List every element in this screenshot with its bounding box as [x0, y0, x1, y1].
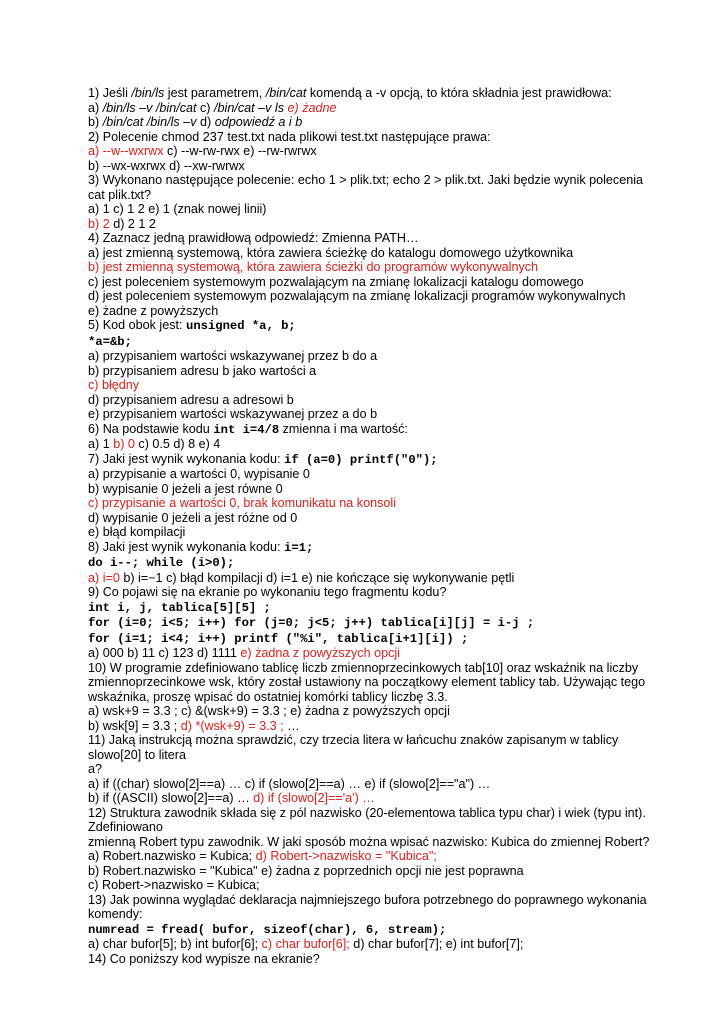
answer-highlight: e) żadna z powyższych opcji: [240, 646, 400, 660]
text-segment: 2) Polecenie chmod 237 test.txt nada plikowi test.txt następujące prawa:: [88, 129, 491, 144]
code-snippet: int i=4/8: [213, 422, 280, 437]
text-segment: zmienną Robert typu zawodnik. W jaki sposób można wpisać nazwisko: Kubica do zmiennej Robert?: [88, 834, 650, 849]
text-segment: 9) Co pojawi się na ekranie po wykonaniu tego fragmentu kodu?: [88, 585, 447, 599]
text-line: [88, 467, 648, 482]
text-segment: 13) Jak powinna wyglądać deklaracja najmniejszego bufora potrzebnego do poprawnego wykonania komendy:: [88, 892, 647, 921]
text-segment: a) 000 b) 11 c) 123 d) 1111: [88, 646, 241, 660]
text-line: [88, 733, 648, 762]
code-snippet: unsigned *a, b;: [186, 319, 296, 333]
text-line: [88, 806, 648, 835]
text-segment: 5) Kod obok jest:: [88, 318, 187, 332]
text-segment: odpowiedź a i b: [214, 115, 303, 129]
text-segment: a): [88, 100, 103, 115]
text-line: [88, 422, 648, 438]
code-snippet: if (a=0) printf("0");: [284, 452, 438, 467]
text-segment: /bin/cat /bin/ls –v: [102, 115, 197, 129]
text-line: [88, 482, 648, 497]
text-line: [88, 555, 648, 571]
text-segment: jest parametrem,: [164, 86, 266, 100]
answer-highlight: b) jest zmienną systemową, która zawiera ścieżki do programów wykonywalnych: [88, 260, 539, 274]
text-line: [88, 777, 648, 792]
text-segment: a) 1: [88, 437, 114, 451]
text-segment: a) char bufor[5]; b) int bufor[6];: [88, 937, 262, 951]
text-line: [88, 318, 648, 334]
text-line: [88, 762, 648, 777]
answer-highlight: d) *(wsk+9) = 3.3 ;: [180, 718, 284, 733]
code-snippet: *a=&b;: [88, 334, 132, 349]
text-segment: b) i=−1 c) błąd kompilacji d) i=1 e) nie kończące się wykonywanie pętli: [119, 570, 515, 585]
text-line: [88, 275, 648, 290]
text-segment: 4) Zaznacz jedną prawidłową odpowiedź: Zmienna PATH…: [88, 231, 419, 245]
text-line: [88, 349, 648, 364]
text-segment: d) przypisaniem adresu a adresowi b: [88, 392, 294, 407]
text-segment: d) wypisanie 0 jeżeli a jest różne od 0: [88, 510, 298, 525]
answer-highlight: d) Robert->nazwisko = "Kubica";: [255, 849, 437, 863]
text-segment: b) przypisaniem adresu b jako wartości a: [88, 363, 317, 378]
text-segment: …: [283, 718, 300, 733]
text-line: [88, 437, 648, 452]
text-line: [88, 719, 648, 734]
text-line: [88, 364, 648, 379]
text-segment: 14) Co poniższy kod wypisze na ekranie?: [88, 951, 320, 966]
text-line: [88, 585, 648, 600]
text-line: [88, 525, 648, 540]
text-line: [88, 952, 648, 967]
answer-highlight: c) przypisanie a wartości 0, brak komunikatu na konsoli: [88, 496, 396, 510]
code-snippet: for (i=1; i<4; i++) printf ("%i", tablica[i+1][i]) ;: [88, 631, 469, 646]
text-segment: a) Robert.nazwisko = Kubica;: [88, 849, 256, 863]
text-segment: d) 2 1 2: [109, 216, 156, 231]
text-segment: 7) Jaki jest wynik wykonania kodu:: [88, 451, 284, 466]
text-line: [88, 101, 648, 116]
answer-highlight: c) char bufor[6];: [261, 937, 350, 951]
text-segment: d): [196, 115, 215, 129]
text-segment: /bin/ls: [131, 86, 165, 100]
text-line: [88, 496, 648, 511]
text-segment: 3) Wykonano następujące polecenie: echo 1 > plik.txt; echo 2 > plik.txt. Jaki będzie wynik polecenia cat plik.txt?: [88, 173, 644, 202]
text-line: [88, 231, 648, 246]
text-line: [88, 378, 648, 393]
exam-questions-text: [88, 86, 648, 966]
text-line: [88, 922, 648, 938]
text-line: [88, 393, 648, 408]
text-segment: c) 0.5 d) 8 e) 4: [134, 437, 221, 451]
text-segment: /bin/ls –v /bin/cat: [102, 100, 197, 115]
text-line: [88, 246, 648, 261]
text-segment: zmienna i ma wartość:: [279, 421, 408, 436]
text-segment: 10) W programie zdefiniowano tablicę liczb zmiennoprzecinkowych tab[10] oraz wskaźnik na liczby zmiennoprzecinkowe wsk, który został ustawiony na początkowy element tablicy tab. Używając tego wskaźnika, proszę wpisać do ostatniej komórki tablicy liczbę 3.3.: [88, 660, 646, 704]
text-segment: 1) Jeśli: [88, 86, 132, 100]
text-line: [88, 600, 648, 616]
text-line: [88, 835, 648, 850]
text-segment: b) if ((ASCII) slowo[2]==a) …: [88, 791, 254, 805]
text-line: [88, 452, 648, 468]
text-line: [88, 407, 648, 422]
text-line: [88, 849, 648, 864]
text-line: [88, 260, 648, 275]
answer-highlight: b) 0: [113, 437, 135, 451]
text-line: [88, 646, 648, 661]
code-snippet: for (i=0; i<5; i++) for (j=0; j<5; j++) tablica[i][j] = i-j ;: [88, 616, 535, 630]
text-segment: /bin/cat: [265, 86, 307, 100]
text-segment: 11) Jaką instrukcją można sprawdzić, czy trzecia litera w łańcuchu znaków zapisanym w tablicy slowo[20] to litera: [88, 733, 619, 762]
text-line: [88, 571, 648, 586]
text-segment: c) jest poleceniem systemowym pozwalającym na zmianę lokalizacji katalogu domowego: [88, 274, 584, 289]
text-line: [88, 511, 648, 526]
text-segment: d) jest poleceniem systemowym pozwalającym na zmianę lokalizacji programów wykonywalnych: [88, 289, 626, 303]
text-segment: komendą a -v opcją, to która składnia jest prawidłowa:: [306, 86, 612, 100]
text-line: [88, 540, 648, 556]
text-line: [88, 144, 648, 159]
text-line: [88, 661, 648, 705]
text-segment: a) wsk+9 = 3.3 ; c) &(wsk+9) = 3.3 ; e) żadna z powyższych opcji: [88, 704, 450, 718]
text-segment: b) --wx-wxrwx d) --xw-rwrwx: [88, 158, 245, 173]
code-snippet: int i, j, tablica[5][5] ;: [88, 600, 271, 615]
text-segment: a) przypisanie a wartości 0, wypisanie 0: [88, 467, 310, 481]
text-line: [88, 115, 648, 130]
text-segment: c): [196, 100, 215, 115]
code-snippet: i=1;: [284, 540, 314, 555]
text-segment: b) Robert.nazwisko = "Kubica" e) żadna z poprzednich opcji nie jest poprawna: [88, 863, 524, 878]
text-line: [88, 334, 648, 350]
answer-highlight: a) --w--wxrwx: [88, 144, 164, 158]
text-line: [88, 864, 648, 879]
text-segment: d) char bufor[7]; e) int bufor[7];: [349, 937, 524, 951]
text-segment: 6) Na podstawie kodu: [88, 421, 214, 436]
text-line: [88, 217, 648, 232]
text-segment: /bin/cat –v ls: [214, 100, 285, 115]
text-segment: e) żadne z powyższych: [88, 303, 219, 318]
text-line: [88, 937, 648, 952]
text-segment: a?: [88, 762, 103, 776]
text-line: [88, 130, 648, 145]
code-snippet: numread = fread( bufor, sizeof(char), 6, stream);: [88, 922, 447, 937]
text-line: [88, 791, 648, 806]
text-line: [88, 615, 648, 631]
text-segment: e) błąd kompilacji: [88, 525, 186, 539]
text-segment: a) 1 c) 1 2 e) 1 (znak nowej linii): [88, 202, 267, 216]
answer-highlight: d) if (slowo[2]=='a') …: [253, 791, 375, 805]
text-line: [88, 159, 648, 174]
text-segment: c) --w-rw-rwx e) --rw-rwrwx: [163, 144, 317, 158]
answer-highlight: c) błędny: [88, 378, 140, 392]
answer-highlight: b) 2: [88, 216, 110, 231]
text-line: [88, 704, 648, 719]
text-segment: b): [88, 115, 103, 129]
text-line: [88, 289, 648, 304]
text-segment: b) wypisanie 0 jeżeli a jest równe 0: [88, 481, 283, 496]
text-line: [88, 631, 648, 647]
text-segment: 8) Jaki jest wynik wykonania kodu:: [88, 539, 284, 554]
text-line: [88, 86, 648, 101]
answer-highlight: a) i=0: [88, 570, 120, 585]
text-line: [88, 304, 648, 319]
text-segment: a) jest zmienną systemową, która zawiera ścieżkę do katalogu domowego użytkownika: [88, 245, 574, 260]
text-line: [88, 878, 648, 893]
code-snippet: do i--; while (i>0);: [88, 556, 235, 570]
text-segment: e) przypisaniem wartości wskazywanej przez a do b: [88, 407, 378, 421]
text-line: [88, 893, 648, 922]
text-segment: b) wsk[9] = 3.3 ;: [88, 718, 181, 733]
text-line: [88, 173, 648, 202]
text-segment: c) Robert->nazwisko = Kubica;: [88, 878, 260, 892]
text-line: [88, 202, 648, 217]
text-segment: a) przypisaniem wartości wskazywanej przez b do a: [88, 349, 378, 363]
text-segment: 12) Struktura zawodnik składa się z pól nazwisko (20-elementowa tablica typu char) i wiek (typu int). Zdefiniowano: [88, 805, 646, 834]
text-segment: a) if ((char) slowo[2]==a) … c) if (slowo[2]==a) … e) if (slowo[2]=="a") …: [88, 776, 491, 791]
answer-highlight: e) żadne: [287, 100, 337, 115]
